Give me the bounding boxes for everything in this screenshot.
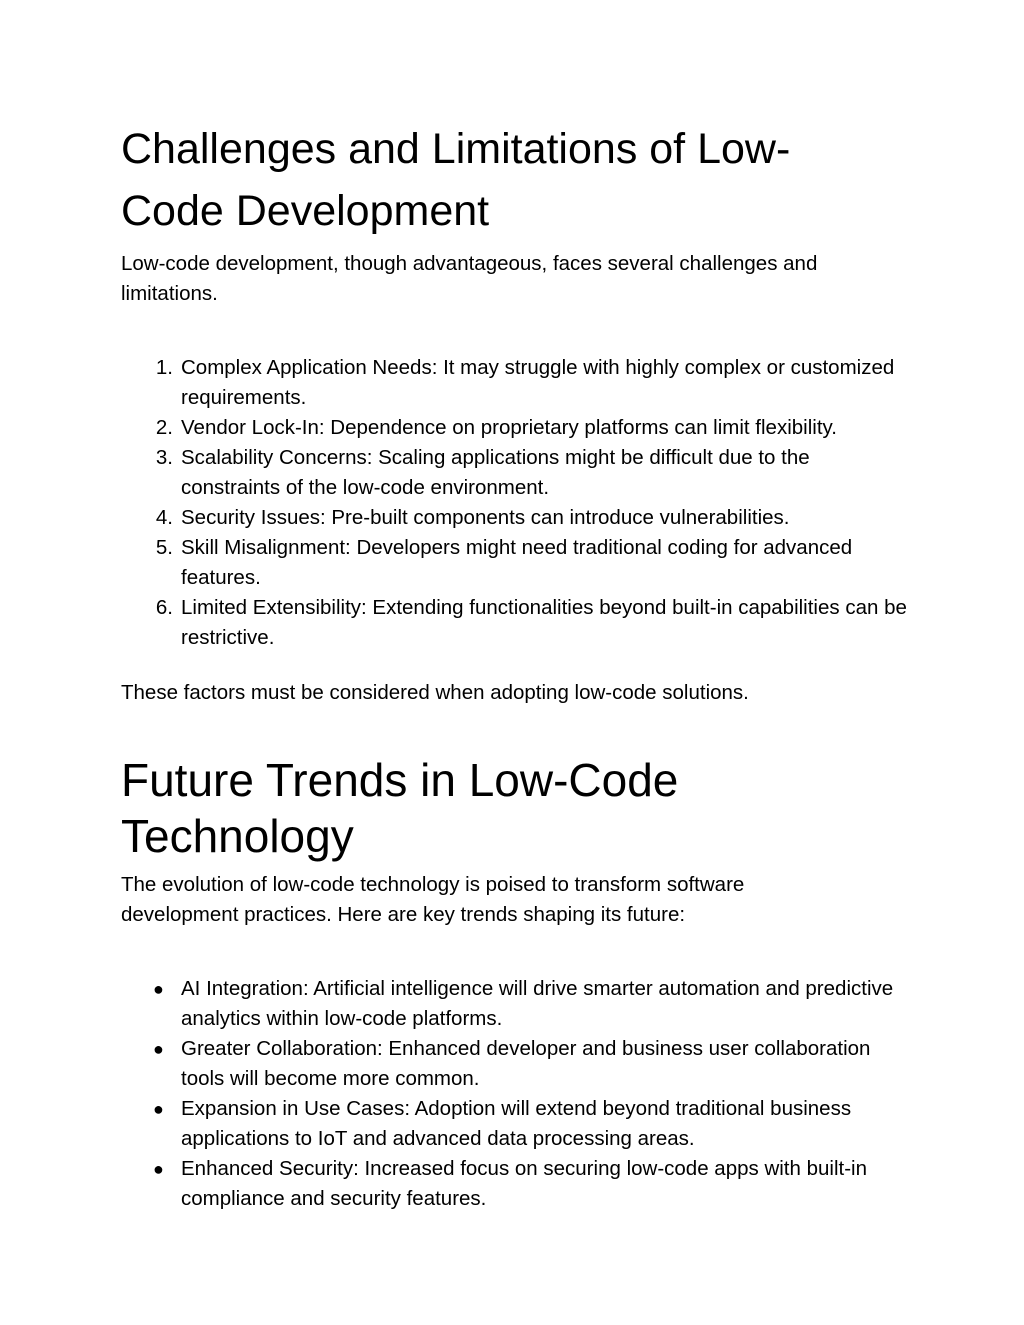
bullet-icon: ●	[153, 1159, 164, 1179]
list-item	[121, 503, 911, 533]
list-item	[121, 1154, 911, 1214]
document-page	[121, 118, 911, 1214]
bullet-icon: ●	[153, 1039, 164, 1059]
list-item-text: Scalability Concerns: Scaling applications might be difficult due to the constraints of the low-code environment.	[181, 446, 810, 499]
list-number: 1.	[155, 356, 173, 379]
trends-list	[121, 974, 911, 1214]
list-item-text: AI Integration: Artificial intelligence will drive smarter automation and predictive analytics within low-code platforms.	[181, 977, 894, 1030]
bullet-icon: ●	[153, 1099, 164, 1119]
list-number: 6.	[155, 596, 173, 619]
list-item	[121, 974, 911, 1034]
list-item-text: Complex Application Needs: It may struggle with highly complex or customized requirements.	[181, 356, 895, 409]
list-number: 2.	[155, 416, 173, 439]
list-number: 3.	[155, 446, 173, 469]
list-number: 4.	[155, 506, 173, 529]
list-item	[121, 533, 911, 593]
list-item-text: Security Issues: Pre-built components can introduce vulnerabilities.	[181, 506, 790, 529]
list-item-text: Enhanced Security: Increased focus on securing low-code apps with built-in compliance and security features.	[181, 1157, 867, 1210]
list-item	[121, 443, 911, 503]
list-item-text: Expansion in Use Cases: Adoption will extend beyond traditional business applications to IoT and advanced data processing areas.	[181, 1097, 852, 1150]
list-item	[121, 1034, 911, 1094]
list-item-text: Limited Extensibility: Extending functionalities beyond built-in capabilities can be restrictive.	[181, 596, 907, 649]
list-item-text: Skill Misalignment: Developers might need traditional coding for advanced features.	[181, 536, 853, 589]
list-number: 5.	[155, 536, 173, 559]
section2-intro: The evolution of low-code technology is poised to transform software development practices. Here are key trends shaping its future:	[121, 873, 745, 926]
list-item-text: Vendor Lock-In: Dependence on proprietary platforms can limit flexibility.	[181, 416, 837, 439]
section1-closing: These factors must be considered when adopting low-code solutions.	[121, 681, 749, 704]
list-item	[121, 593, 911, 653]
section1-heading: Challenges and Limitations of Low-Code Development	[121, 125, 791, 235]
bullet-icon: ●	[153, 979, 164, 999]
list-item	[121, 353, 911, 413]
section1-intro: Low-code development, though advantageous, faces several challenges and limitations.	[121, 252, 818, 305]
challenges-list	[121, 353, 911, 653]
section2-heading: Future Trends in Low-Code Technology	[121, 754, 679, 862]
list-item	[121, 1094, 911, 1154]
list-item	[121, 413, 911, 443]
list-item-text: Greater Collaboration: Enhanced developer and business user collaboration tools will become more common.	[181, 1037, 871, 1090]
